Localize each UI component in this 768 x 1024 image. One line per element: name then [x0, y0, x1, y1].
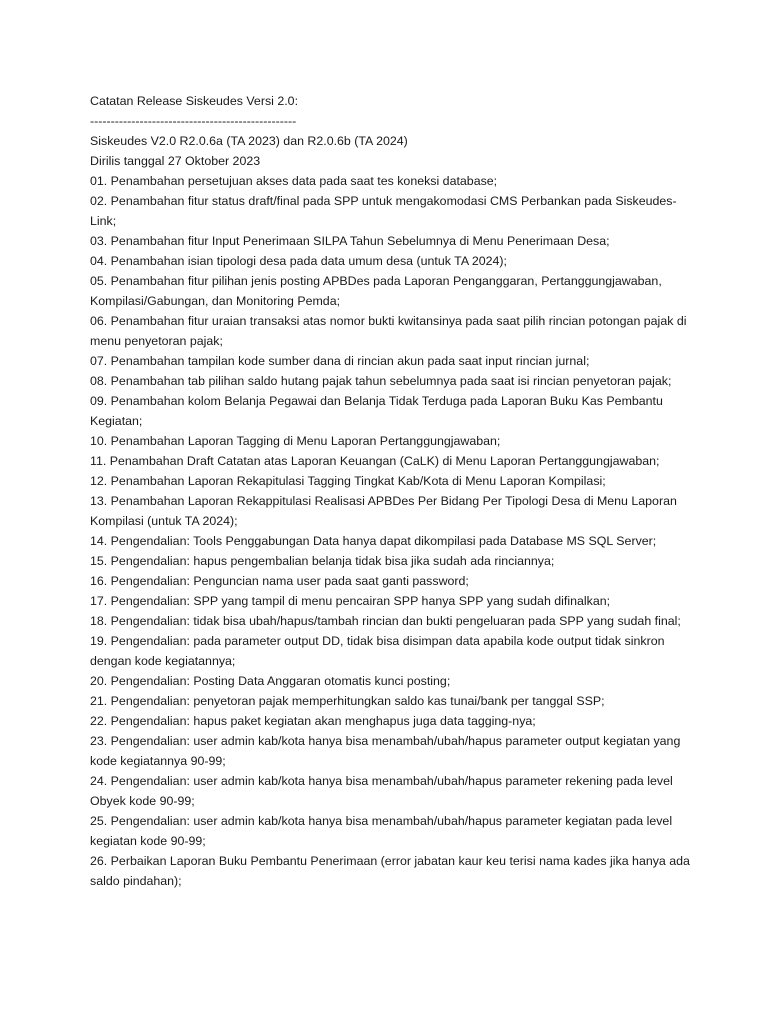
list-item: 17. Pengendalian: SPP yang tampil di menu pencairan SPP hanya SPP yang sudah difinalkan;	[90, 594, 611, 608]
list-item: 20. Pengendalian: Posting Data Anggaran otomatis kunci posting;	[90, 674, 451, 688]
list-item: 06. Penambahan fitur uraian transaksi atas nomor bukti kwitansinya pada saat pilih rincian potongan pajak di menu penyetoran pajak;	[90, 314, 687, 348]
list-item: 07. Penambahan tampilan kode sumber dana di rincian akun pada saat input rincian jurnal;	[90, 354, 590, 368]
list-item: 10. Penambahan Laporan Tagging di Menu Laporan Pertanggungjawaban;	[90, 434, 501, 448]
list-item: 25. Pengendalian: user admin kab/kota hanya bisa menambah/ubah/hapus parameter kegiatan pada level kegiatan kode 90-99;	[90, 814, 673, 848]
list-item: 04. Penambahan isian tipologi desa pada data umum desa (untuk TA 2024);	[90, 254, 507, 268]
list-item: 09. Penambahan kolom Belanja Pegawai dan Belanja Tidak Terduga pada Laporan Buku Kas Pembantu Kegiatan;	[90, 394, 663, 428]
list-item: 13. Penambahan Laporan Rekappitulasi Realisasi APBDes Per Bidang Per Tipologi Desa di Menu Laporan Kompilasi (untuk TA 2024);	[90, 494, 677, 528]
release-notes-document	[90, 91, 690, 891]
list-item: 22. Pengendalian: hapus paket kegiatan akan menghapus juga data tagging-nya;	[90, 714, 536, 728]
document-title: Catatan Release Siskeudes Versi 2.0:	[90, 94, 299, 108]
list-item: 12. Penambahan Laporan Rekapitulasi Tagging Tingkat Kab/Kota di Menu Laporan Kompilasi;	[90, 474, 606, 488]
list-item: 21. Pengendalian: penyetoran pajak memperhitungkan saldo kas tunai/bank per tanggal SSP;	[90, 694, 605, 708]
release-date: Dirilis tanggal 27 Oktober 2023	[90, 154, 261, 168]
separator-line: --------------------------------------------------	[90, 114, 297, 128]
list-item: 16. Pengendalian: Penguncian nama user pada saat ganti password;	[90, 574, 469, 588]
list-item: 23. Pengendalian: user admin kab/kota hanya bisa menambah/ubah/hapus parameter output kegiatan yang kode kegiatannya 90-99;	[90, 734, 681, 768]
list-item: 19. Pengendalian: pada parameter output DD, tidak bisa disimpan data apabila kode output tidak sinkron dengan kode kegiatannya;	[90, 634, 665, 668]
list-item: 26. Perbaikan Laporan Buku Pembantu Penerimaan (error jabatan kaur keu terisi nama kades jika hanya ada saldo pindahan);	[90, 854, 690, 888]
list-item: 08. Penambahan tab pilihan saldo hutang pajak tahun sebelumnya pada saat isi rincian penyetoran pajak;	[90, 374, 672, 388]
list-item: 05. Penambahan fitur pilihan jenis posting APBDes pada Laporan Penganggaran, Pertanggungjawaban, Kompilasi/Gabungan, dan Monitoring Pemda;	[90, 274, 662, 308]
list-item: 18. Pengendalian: tidak bisa ubah/hapus/tambah rincian dan bukti pengeluaran pada SPP yang sudah final;	[90, 614, 681, 628]
list-item: 14. Pengendalian: Tools Penggabungan Data hanya dapat dikompilasi pada Database MS SQL Server;	[90, 534, 657, 548]
list-item: 02. Penambahan fitur status draft/final pada SPP untuk mengakomodasi CMS Perbankan pada Siskeudes-Link;	[90, 194, 677, 228]
list-item: 03. Penambahan fitur Input Penerimaan SILPA Tahun Sebelumnya di Menu Penerimaan Desa;	[90, 234, 610, 248]
list-item: 11. Penambahan Draft Catatan atas Laporan Keuangan (CaLK) di Menu Laporan Pertanggungjawaban;	[90, 454, 660, 468]
version-line: Siskeudes V2.0 R2.0.6a (TA 2023) dan R2.0.6b (TA 2024)	[90, 134, 408, 148]
list-item: 15. Pengendalian: hapus pengembalian belanja tidak bisa jika sudah ada rinciannya;	[90, 554, 555, 568]
list-item: 24. Pengendalian: user admin kab/kota hanya bisa menambah/ubah/hapus parameter rekening pada level Obyek kode 90-99;	[90, 774, 673, 808]
list-item: 01. Penambahan persetujuan akses data pada saat tes koneksi database;	[90, 174, 498, 188]
